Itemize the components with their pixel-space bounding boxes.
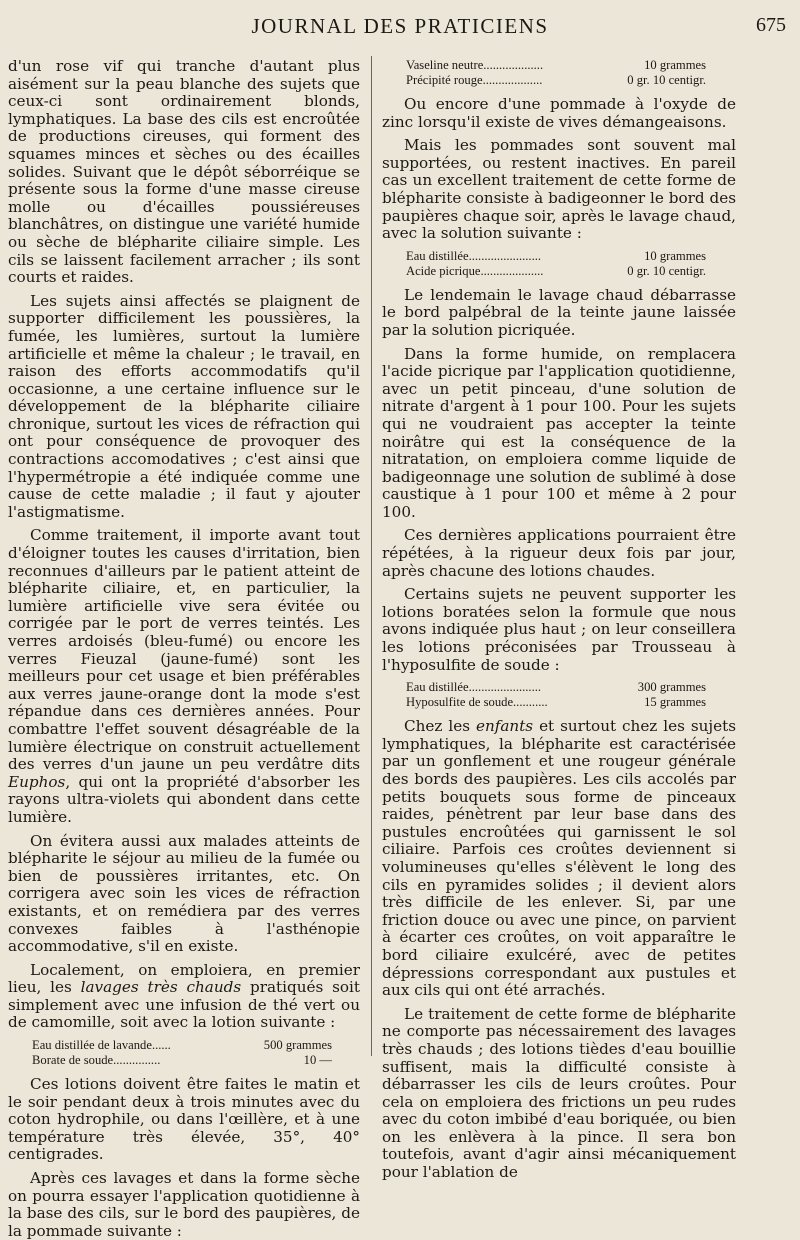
paragraph: Dans la forme humide, on remplacera l'acide picrique par l'application quotidienne, avec un petit pinceau, d'une solution de nitrate d'argent à 1 pour 100. Pour les sujets qui ne voudraient pas accepter la teinte noirâtre qui est la conséquence de la nitratation, on emploiera comme liquide de badigeonnage une solution de sublimé à dose caustique à 1 pour 100 et même à 2 pour 100. <box>382 344 736 521</box>
paragraph: On évitera aussi aux malades atteints de blépharite le séjour au milieu de la fumée ou bien de poussières irritantes, etc. On corrigera avec soin les vices de réfraction existants, et on remédiera par des verres convexes faibles à l'asthénopie accommodative, s'il en existe. <box>8 831 360 956</box>
paragraph: d'un rose vif qui tranche d'autant plus aisément sur la peau blanche des sujets que ceux-ci sont ordinairement blonds, lymphatiques. La base des cils est encroûtée de productions cireuses, qui forment des squames minces et sèches ou des écailles solides. Suivant que le dépôt séborréique se présente sous la forme d'une masse cireuse molle ou d'écailles poussiéreuses blanchâtres, on distingue une variété humide ou sèche de blépharite ciliaire simple. Les cils se laissent facilement arracher ; ils sont courts et raides. <box>8 57 360 287</box>
formula-row: Vaseline neutre................... 10 grammes <box>406 58 706 72</box>
left-column <box>8 57 361 1240</box>
journal-title: JOURNAL DES PRATICIENS <box>251 14 549 38</box>
formula-row: Borate de soude............... 10 — <box>32 1053 332 1068</box>
formula-row: Précipité rouge................... 0 gr. 10 centigr. <box>406 73 706 87</box>
paragraph: Certains sujets ne peuvent supporter les lotions boratées selon la formule que nous avons indiquée plus haut ; on leur conseillera les lotions préconisées par Trousseau à l'hyposulfite de soude : <box>382 585 736 674</box>
paragraph: Chez les enfants et surtout chez les sujets lymphatiques, la blépharite est caractérisée par un gonflement et une rougeur générale des bords des paupières. Les cils accolés par petits bouquets sous forme de pinceaux raides, pénètrent par leur base dans des pustules encroûtées qui garnissent le sol ciliaire. Parfois ces croûtes deviennent si volumineuses qu'elles s'élèvent le long des cils en pyramides solides ; il devient alors très difficile de les enlever. Si, par une friction douce ou avec une pince, on parvient à écarter ces croûtes, on voit apparaître le bord ciliaire exulcéré, avec de petites dépressions correspondant aux pustules et aux cils qui ont été arrachés. <box>382 717 737 1000</box>
formula-row: Eau distillée....................... 10 grammes <box>406 248 706 263</box>
running-head <box>0 14 800 44</box>
formula-hyposulfite <box>406 680 706 710</box>
paragraph: Mais les pommades sont souvent mal supportées, ou restent inactives. En pareil cas un excellent traitement de cette forme de blépharite consiste à badigeonner le bord des paupières chaque soir, après le lavage chaud, avec la solution suivante : <box>382 136 736 243</box>
italic-term: lavages très chauds <box>80 978 242 997</box>
formula-row: Acide picrique.................... 0 gr. 10 centigr. <box>406 263 706 278</box>
right-column <box>382 58 737 1182</box>
column-divider <box>371 56 372 1056</box>
formula-vaseline <box>406 58 706 88</box>
italic-term: Euphos <box>8 772 66 791</box>
paragraph: Le traitement de cette forme de blépharite ne comporte pas nécessairement des lavages très chauds ; des lotions tièdes d'eau bouillie suffisent, mais la difficulté consiste à débarrasser les cils de leurs croûtes. Pour cela on emploiera des frictions un peu rudes avec du coton imbibé d'eau boriquée, ou bien on les enlèvera à la pince. Il sera bon toutefois, avant d'agir ainsi mécaniquement pour l'ablation de <box>382 1004 736 1182</box>
paragraph: Localement, on emploiera, en premier lieu, les lavages très chauds pratiqués soit simplement avec une infusion de thé vert ou de camomille, soit avec la lotion suivante : <box>8 960 361 1032</box>
page-number: 675 <box>756 14 786 36</box>
formula-row: Eau distillée....................... 300 grammes <box>406 680 706 695</box>
formula-picrique <box>406 249 706 279</box>
paragraph: Ces dernières applications pourraient être répétées, à la rigueur deux fois par jour, après chacune des lotions chaudes. <box>382 526 736 580</box>
formula-row: Hyposulfite de soude........... 15 grammes <box>406 695 706 710</box>
formula-row: Eau distillée de lavande...... 500 grammes <box>32 1038 332 1053</box>
paragraph: Comme traitement, il importe avant tout d'éloigner toutes les causes d'irritation, bien reconnues d'ailleurs par le patient atteint de blépharite ciliaire, et, en particulier, la lumière artificielle vive sera évitée ou corrigée par le port de verres teintés. Les verres ardoisés (bleu-fumé) ou encore les verres Fieuzal (jaune-fumé) sont les meilleurs pour cet usage et bien préférables aux verres jaune-orange dont la mode s'est répandue dans ces dernières années. Pour combattre l'effet souvent désagréable de la lumière électrique on construit actuellement des verres d'un jaune un peu verdâtre dits Euphos, qui ont la propriété d'absorber les rayons ultra-violets qui abondent dans cette lumière. <box>8 526 360 826</box>
paragraph: Les sujets ainsi affectés se plaignent de supporter difficilement les poussières, la fumée, les lumières, surtout la lumière artificielle et même la chaleur ; le travail, en raison des efforts accommodatifs qu'il occasionne, a une certaine influence sur le développement de la blépharite ciliaire chronique, surtout les vices de réfraction qui ont pour conséquence de provoquer des contractions accomodatives ; c'est ainsi que l'hypermétropie a été indiquée comme une cause de cette maladie ; il faut y ajouter l'astigmatisme. <box>8 291 360 521</box>
paragraph: Après ces lavages et dans la forme sèche on pourra essayer l'application quotidienne à la base des cils, sur le bord des paupières, de la pommade suivante : <box>8 1169 360 1240</box>
italic-term: enfants <box>475 717 534 736</box>
paragraph: Ou encore d'une pommade à l'oxyde de zinc lorsqu'il existe de vives démangeaisons. <box>382 95 736 131</box>
paragraph: Ces lotions doivent être faites le matin et le soir pendant deux à trois minutes avec du coton hydrophile, ou dans l'œillère, et à une température très élevée, 35°, 40° centigrades. <box>8 1075 360 1164</box>
formula-lavande <box>32 1038 332 1068</box>
paragraph: Le lendemain le lavage chaud débarrasse le bord palpébral de la teinte jaune laissée par la solution picriquée. <box>382 285 736 339</box>
